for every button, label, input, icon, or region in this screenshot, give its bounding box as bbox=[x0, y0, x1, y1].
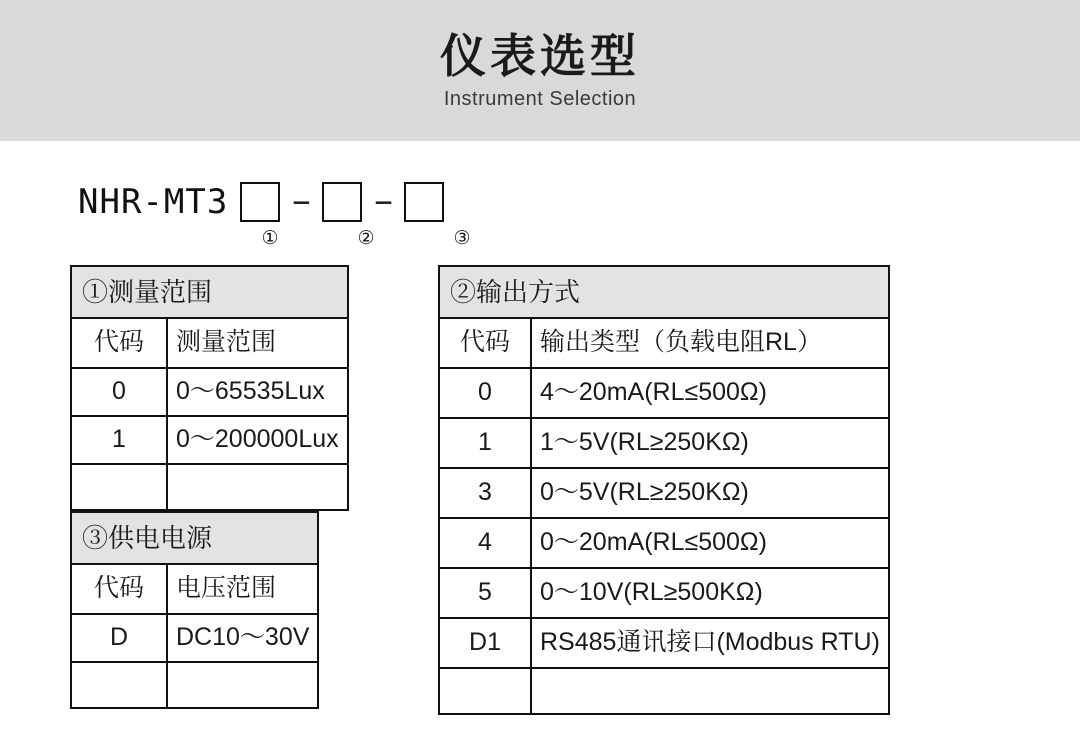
table-row bbox=[71, 564, 318, 614]
table-row bbox=[71, 416, 348, 464]
output-type-header: ②输出方式 bbox=[439, 266, 889, 318]
code-marker-2: ② bbox=[357, 228, 375, 249]
output-code-3: 4 bbox=[439, 518, 531, 568]
table-row bbox=[71, 614, 318, 662]
measuring-code-1: 1 bbox=[71, 416, 167, 464]
model-code-diagram bbox=[78, 179, 1080, 259]
page-subtitle: Instrument Selection bbox=[443, 88, 637, 111]
left-tables-column bbox=[70, 265, 438, 709]
table-row bbox=[439, 418, 889, 468]
table-row bbox=[439, 318, 889, 368]
table-row bbox=[439, 468, 889, 518]
output-col-type: 输出类型（负载电阻RL） bbox=[531, 318, 889, 368]
table-row bbox=[439, 368, 889, 418]
table-row bbox=[439, 618, 889, 668]
table-row bbox=[71, 512, 318, 564]
table-row bbox=[439, 518, 889, 568]
measuring-col-range: 测量范围 bbox=[167, 318, 348, 368]
table-row bbox=[71, 662, 318, 708]
model-code-row bbox=[78, 179, 1080, 225]
code-marker-row bbox=[78, 227, 1080, 250]
right-table-column bbox=[438, 265, 1008, 715]
output-code-0: 0 bbox=[439, 368, 531, 418]
output-value-0: 4～20mA(RL≤500Ω) bbox=[531, 368, 889, 418]
output-code-4: 5 bbox=[439, 568, 531, 618]
output-code-2: 3 bbox=[439, 468, 531, 518]
table-row bbox=[71, 464, 348, 510]
output-code-1: 1 bbox=[439, 418, 531, 468]
page-title: 仪表选型 bbox=[440, 29, 640, 82]
table-row bbox=[439, 668, 889, 714]
power-col-code: 代码 bbox=[71, 564, 167, 614]
power-supply-header: ③供电电源 bbox=[71, 512, 318, 564]
model-series-name: NHR-MT3 bbox=[78, 182, 229, 222]
table-row bbox=[71, 368, 348, 416]
table-power-supply bbox=[70, 511, 319, 709]
table-row bbox=[439, 266, 889, 318]
table-row bbox=[71, 266, 348, 318]
selection-tables bbox=[70, 265, 1080, 715]
output-value-5: RS485通讯接口(Modbus RTU) bbox=[531, 618, 889, 668]
code-marker-3: ③ bbox=[453, 228, 471, 249]
table-row bbox=[71, 318, 348, 368]
measuring-value-1: 0～200000Lux bbox=[167, 416, 348, 464]
page-banner bbox=[0, 0, 1080, 141]
code-box-2[interactable] bbox=[322, 182, 362, 222]
power-value-0: DC10～30V bbox=[167, 614, 318, 662]
output-value-2: 0～5V(RL≥250KΩ) bbox=[531, 468, 889, 518]
output-col-code: 代码 bbox=[439, 318, 531, 368]
output-value-1: 1～5V(RL≥250KΩ) bbox=[531, 418, 889, 468]
table-row bbox=[439, 568, 889, 618]
table-output-type bbox=[438, 265, 890, 715]
measuring-empty-code bbox=[71, 464, 167, 510]
output-value-4: 0～10V(RL≥500KΩ) bbox=[531, 568, 889, 618]
power-empty-value bbox=[167, 662, 318, 708]
output-empty-code bbox=[439, 668, 531, 714]
output-empty-value bbox=[531, 668, 889, 714]
output-value-3: 0～20mA(RL≤500Ω) bbox=[531, 518, 889, 568]
code-marker-1: ① bbox=[261, 228, 279, 249]
table-measuring-range bbox=[70, 265, 349, 511]
code-box-1[interactable] bbox=[240, 182, 280, 222]
power-code-0: D bbox=[71, 614, 167, 662]
measuring-range-header: ①测量范围 bbox=[71, 266, 348, 318]
measuring-value-0: 0～65535Lux bbox=[167, 368, 348, 416]
power-col-range: 电压范围 bbox=[167, 564, 318, 614]
measuring-col-code: 代码 bbox=[71, 318, 167, 368]
measuring-code-0: 0 bbox=[71, 368, 167, 416]
power-empty-code bbox=[71, 662, 167, 708]
dash-separator-2: − bbox=[374, 184, 393, 220]
measuring-empty-value bbox=[167, 464, 348, 510]
dash-separator-1: − bbox=[292, 184, 311, 220]
code-box-3[interactable] bbox=[404, 182, 444, 222]
output-code-5: D1 bbox=[439, 618, 531, 668]
